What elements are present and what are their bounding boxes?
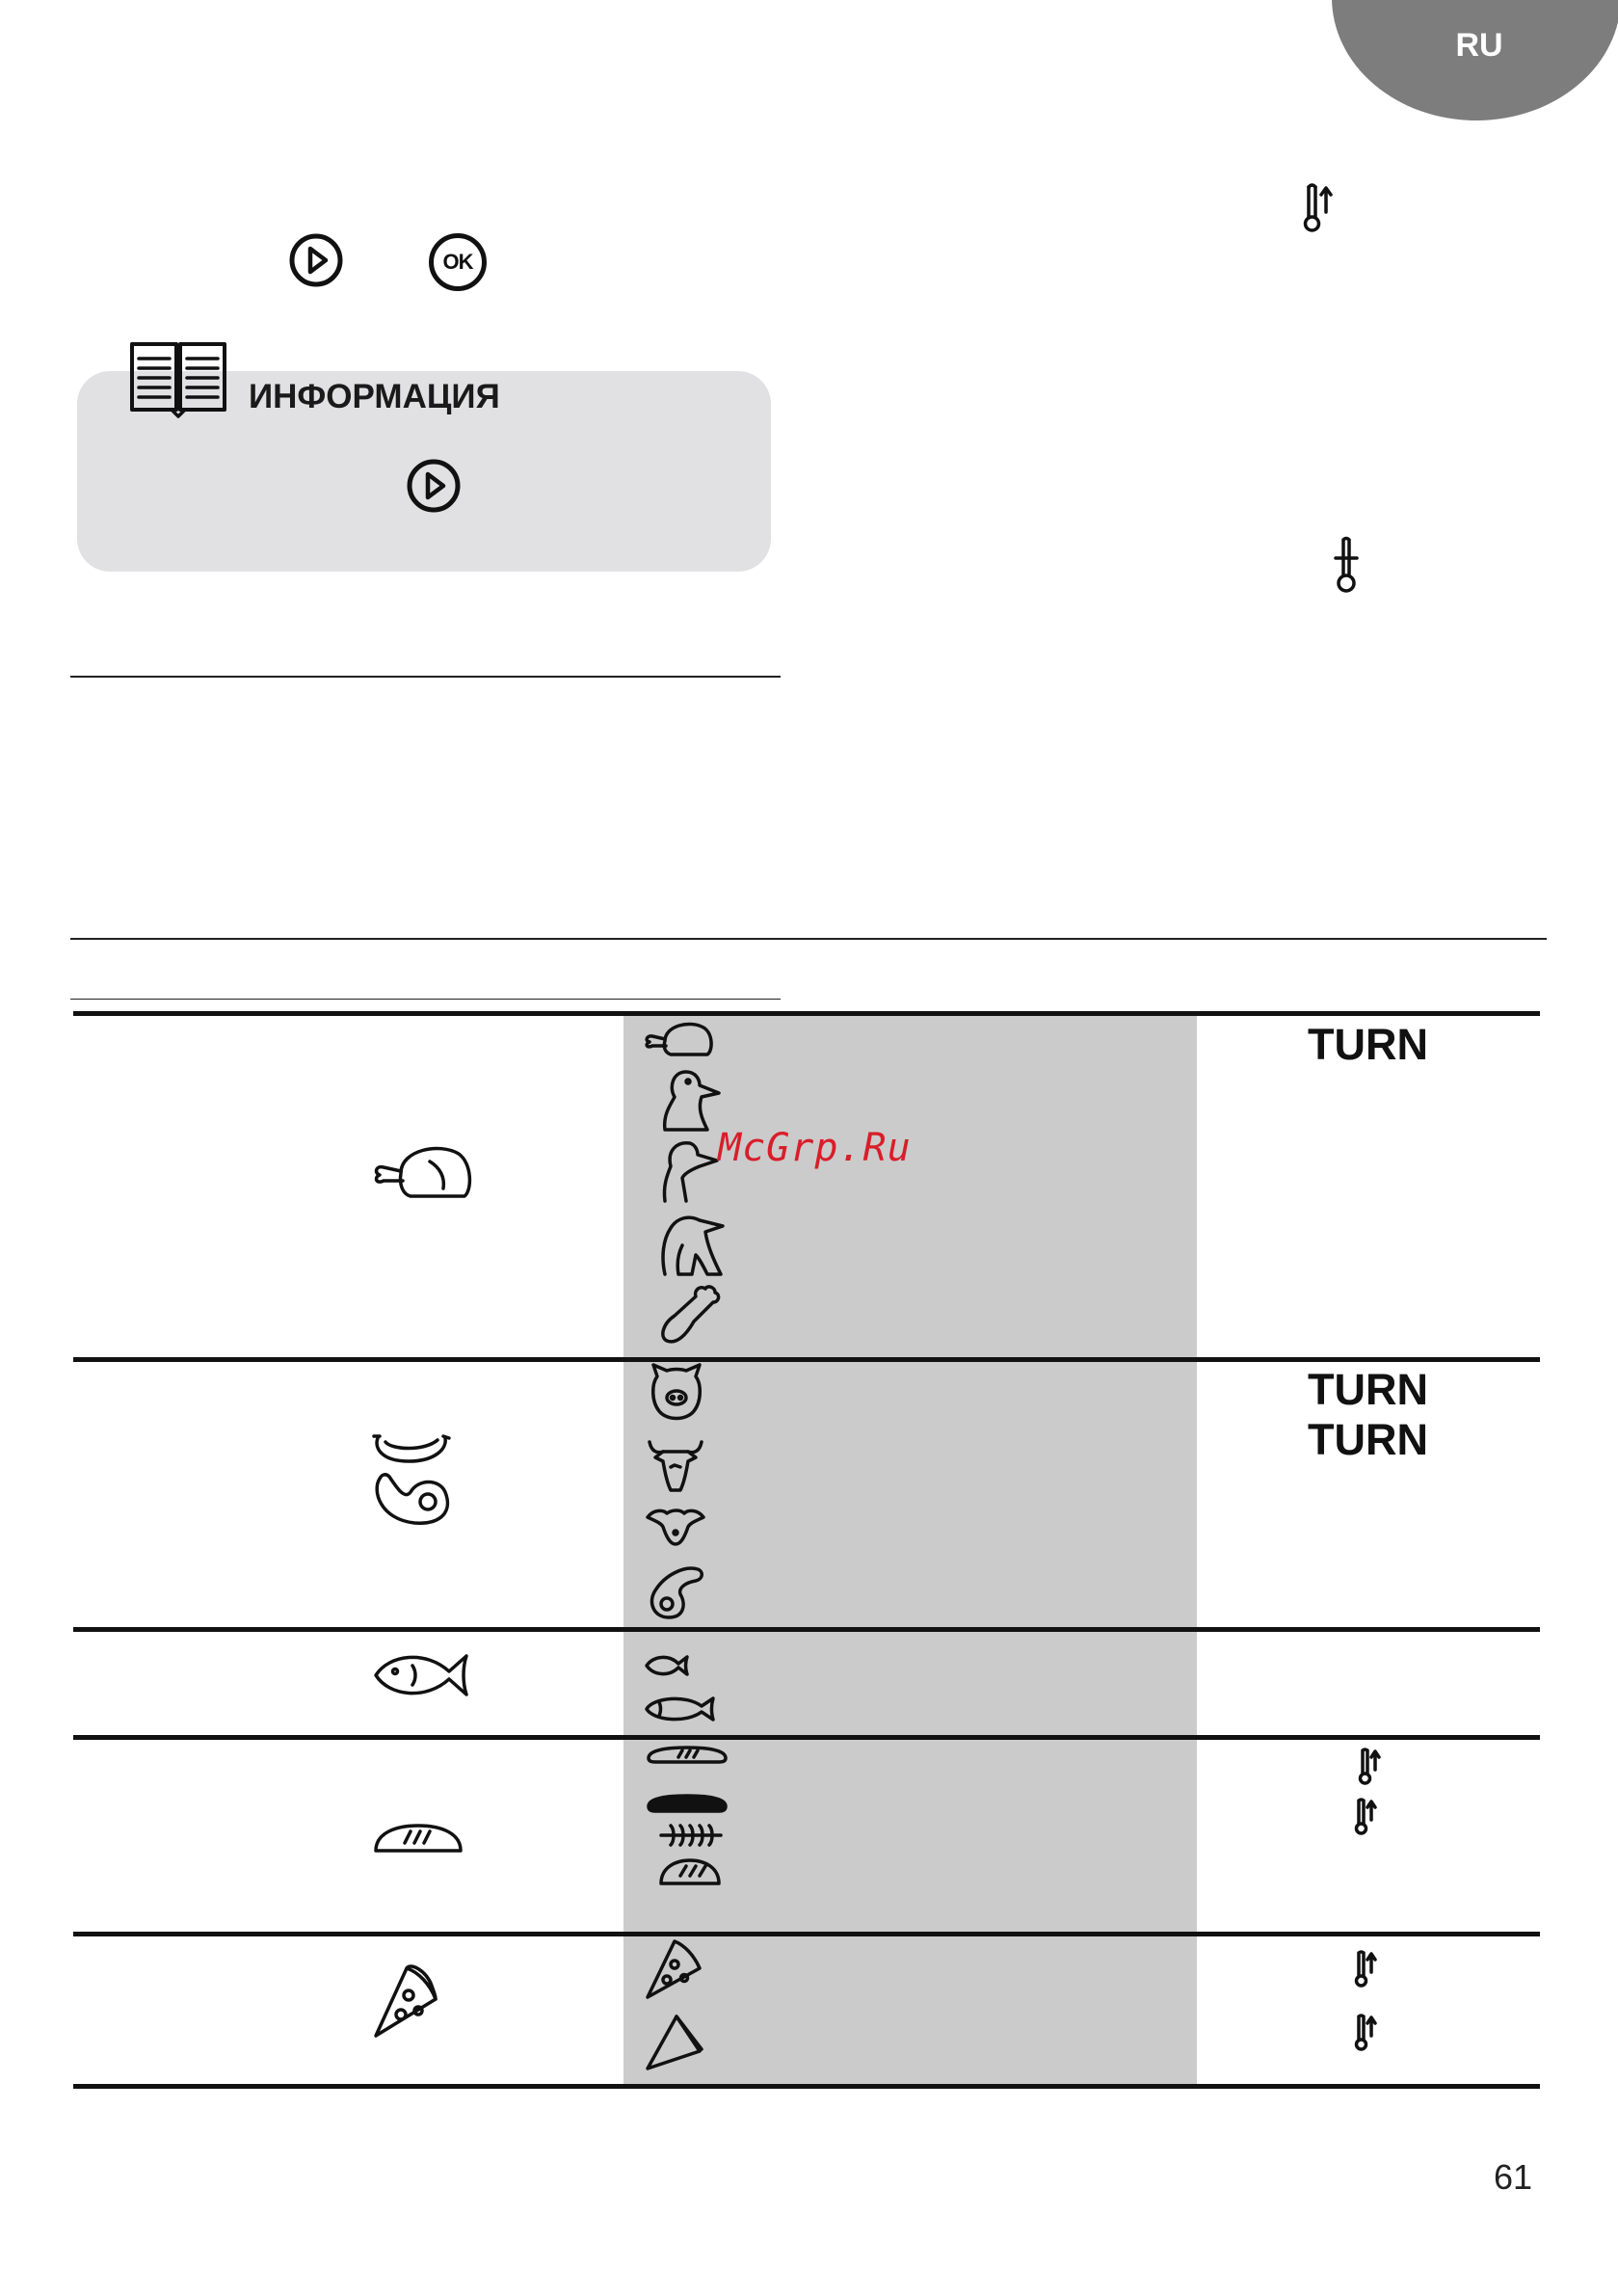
thermometer-icon — [1353, 1799, 1376, 1837]
pig-icon — [648, 1361, 705, 1423]
drumstick-icon — [657, 1285, 725, 1347]
note-text: TURN — [1308, 1020, 1428, 1069]
tart-slice-icon — [644, 2013, 703, 2072]
cow-icon — [646, 1436, 705, 1494]
ok-button-icon — [429, 233, 487, 291]
note-text: TURN — [1308, 1365, 1428, 1414]
lamb-icon — [644, 1504, 707, 1548]
pizza-slice-icon — [644, 1937, 703, 2001]
fish-icon — [372, 1650, 470, 1700]
table-rule — [73, 1627, 1540, 1632]
page-number: 61 — [1494, 2157, 1533, 2197]
divider — [70, 999, 781, 1000]
note-text: TURN — [1308, 1415, 1428, 1464]
sausage-steak-icon — [370, 1428, 453, 1529]
chicken-icon — [644, 1020, 717, 1058]
divider — [70, 938, 1547, 940]
table-rule — [73, 1357, 1540, 1362]
watermark: McGrp.Ru — [718, 1126, 912, 1170]
play-button-icon — [287, 231, 345, 289]
info-title: ИНФОРМАЦИЯ — [249, 378, 500, 415]
table-rule — [73, 2084, 1540, 2089]
book-icon — [129, 339, 227, 418]
thermometer-icon — [1353, 2015, 1376, 2053]
table-rule — [73, 1735, 1540, 1740]
meat-probe-icon — [1332, 537, 1361, 597]
goose-icon — [657, 1137, 725, 1205]
ok-button-label: OK — [442, 250, 473, 274]
bread-icon — [372, 1822, 464, 1855]
steak-icon — [646, 1562, 705, 1619]
thermometer-icon — [1353, 1951, 1376, 1989]
thermometer-icon — [1299, 183, 1338, 236]
small-fish-icon — [644, 1654, 690, 1677]
bun-icon — [657, 1856, 723, 1887]
language-tab-label: RU — [1455, 27, 1503, 64]
baguette-icon — [646, 1745, 729, 1764]
table-rule — [73, 1932, 1540, 1936]
dark-baguette-icon — [646, 1793, 729, 1814]
table-rule — [73, 1011, 1540, 1016]
whole-fish-icon — [644, 1695, 717, 1723]
pizza-icon — [372, 1962, 439, 2040]
duck-icon — [657, 1068, 725, 1134]
turkey-icon — [657, 1211, 727, 1278]
chicken-icon — [372, 1142, 476, 1202]
wheat-bread-icon — [657, 1820, 725, 1851]
divider — [70, 676, 781, 678]
thermometer-icon — [1357, 1749, 1380, 1787]
play-button-icon — [405, 457, 463, 515]
